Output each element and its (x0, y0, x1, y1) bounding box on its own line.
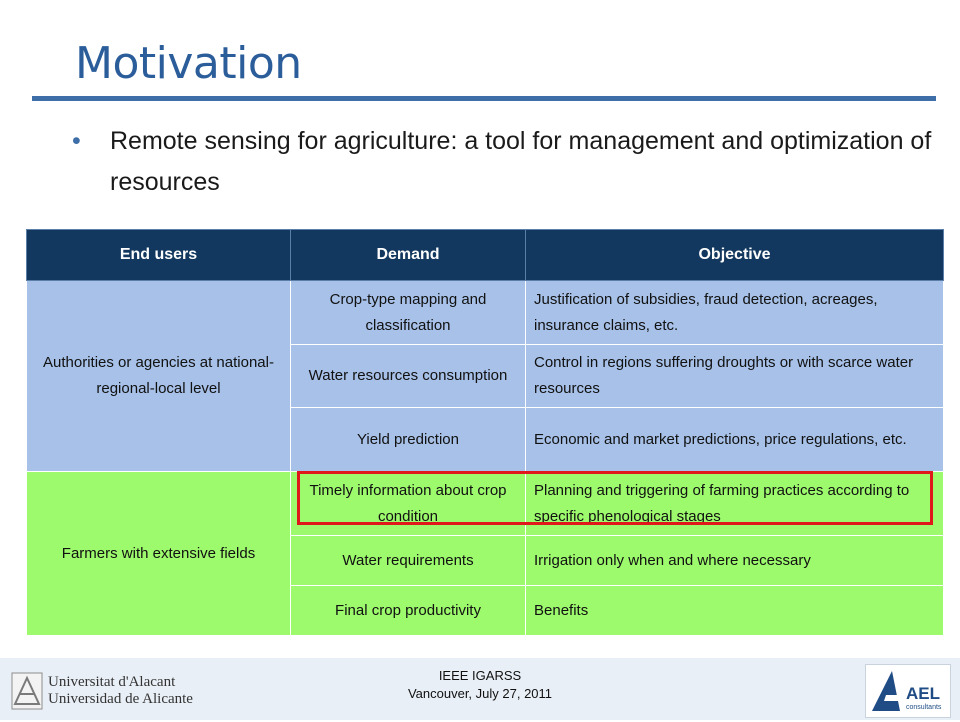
objective-cell: Planning and triggering of farming practices according to specific phenological stages (526, 472, 944, 536)
footer-caption (0, 667, 960, 703)
ael-logo-icon (866, 665, 950, 717)
objective-cell: Justification of subsidies, fraud detection, acreages, insurance claims, etc. (526, 281, 944, 345)
demand-cell: Timely information about crop condition (291, 472, 526, 536)
ael-logo-subtext: consultants (906, 704, 942, 711)
university-name-line1: Universitat d'Alacant (48, 674, 176, 690)
end-user-authorities: Authorities or agencies at national-regional-local level (27, 281, 291, 472)
demand-cell: Water requirements (291, 536, 526, 586)
objective-cell: Irrigation only when and where necessary (526, 536, 944, 586)
objective-cell: Economic and market predictions, price regulations, etc. (526, 408, 944, 472)
end-user-farmers: Farmers with extensive fields (27, 472, 291, 636)
bullet-dot-icon: • (72, 127, 81, 155)
title-divider (32, 96, 936, 101)
header-end-users: End users (27, 230, 291, 281)
ael-logo-text: AEL (906, 684, 940, 703)
demand-cell: Water resources consumption (291, 345, 526, 408)
bullet-point (72, 121, 952, 203)
highlight-box (297, 471, 933, 525)
objective-cell: Control in regions suffering droughts or with scarce water resources (526, 345, 944, 408)
header-demand: Demand (291, 230, 526, 281)
table-row (27, 281, 944, 345)
users-demand-table (26, 229, 944, 636)
ael-logo (865, 664, 951, 718)
demand-cell: Final crop productivity (291, 586, 526, 636)
demand-cell: Crop-type mapping and classification (291, 281, 526, 345)
conference-name: IEEE IGARSS (438, 668, 522, 683)
bullet-text: Remote sensing for agriculture: a tool for management and optimization of resources (110, 127, 932, 196)
objective-cell: Benefits (526, 586, 944, 636)
demand-cell: Yield prediction (291, 408, 526, 472)
header-objective: Objective (526, 230, 944, 281)
conference-place-date: Vancouver, July 27, 2011 (407, 686, 553, 701)
table-header-row (27, 230, 944, 281)
university-name-line2: Universidad de Alicante (48, 691, 193, 707)
slide-title: Motivation (75, 38, 302, 89)
